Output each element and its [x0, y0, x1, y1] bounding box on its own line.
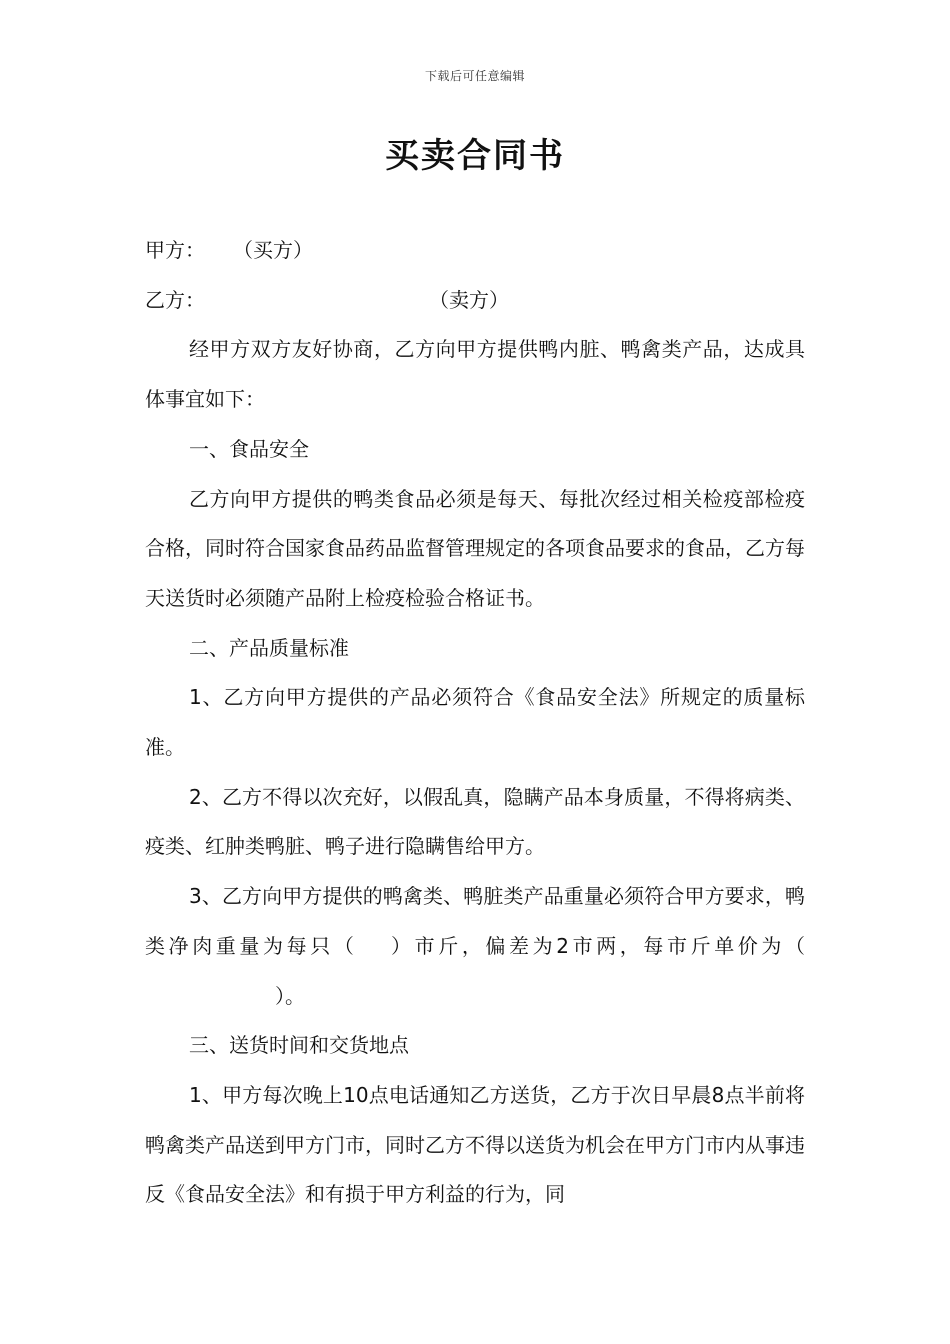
contract-body: [145, 226, 805, 1220]
item-text: ）市斤，偏差为: [387, 933, 557, 958]
item-number: 2: [189, 784, 202, 809]
item-text: 、甲方每次晚上: [201, 1082, 344, 1107]
party-a-role: （买方）: [233, 238, 313, 262]
item-text: 、乙方向甲方提供的产品必须符合《食品安全法》所规定的质量标准。: [145, 685, 805, 760]
item-number: 3: [189, 884, 202, 909]
item-number: 1: [189, 685, 202, 710]
party-b-line: [145, 276, 805, 326]
item-text: 、乙方不得以次充好，以假乱真，隐瞒产品本身质量，不得将病类、疫类、红肿类鸭脏、鸭子进行隐瞒售给甲方。: [145, 784, 805, 859]
deviation-value: 2: [556, 933, 569, 958]
section2-item-1: [145, 673, 805, 772]
item-text: 、乙方向甲方提供的鸭禽类、鸭脏类产品重量必须符合甲方要求，鸭类净肉重量为每只（: [145, 884, 805, 958]
item-text: ）。: [275, 983, 305, 1008]
section1-body: 乙方向甲方提供的鸭类食品必须是每天、每批次经过相关检疫部检疫合格，同时符合国家食品药品监督管理规定的各项食品要求的食品，乙方每天送货时必须随产品附上检疫检验合格证书。: [145, 486, 805, 610]
section2-item-2: [145, 773, 805, 872]
item-text: 点电话通知乙方送货，乙方于次日早晨: [368, 1082, 712, 1107]
document-title: 买卖合同书: [385, 136, 565, 176]
party-a-label: 甲方：: [145, 238, 205, 262]
party-b-label: 乙方：: [145, 287, 205, 312]
item-number: 1: [189, 1082, 202, 1107]
section2-heading: 二、产品质量标准: [189, 635, 349, 660]
call-hour: 10: [343, 1082, 369, 1107]
party-a-line: [145, 226, 805, 276]
section1-heading: 一、食品安全: [189, 436, 309, 461]
section3-item-1: [145, 1071, 805, 1220]
section3-heading: 三、送货时间和交货地点: [189, 1033, 409, 1058]
item-text: 市两，每市斤单价为（: [568, 933, 806, 958]
item-text: 点半前将鸭禽类产品送到甲方门市，同时乙方不得以送货为机会在甲方门市内从事违反《食品安全法》和有损于甲方利益的行为，同: [145, 1082, 806, 1207]
section2-item-3: [145, 872, 805, 1021]
delivery-hour: 8: [711, 1082, 725, 1107]
header-note: 下载后可任意编辑: [424, 69, 525, 83]
intro-paragraph: 经甲方双方友好协商，乙方向甲方提供鸭内脏、鸭禽类产品，达成具体事宜如下：: [145, 337, 805, 412]
party-b-role: （卖方）: [429, 287, 509, 312]
